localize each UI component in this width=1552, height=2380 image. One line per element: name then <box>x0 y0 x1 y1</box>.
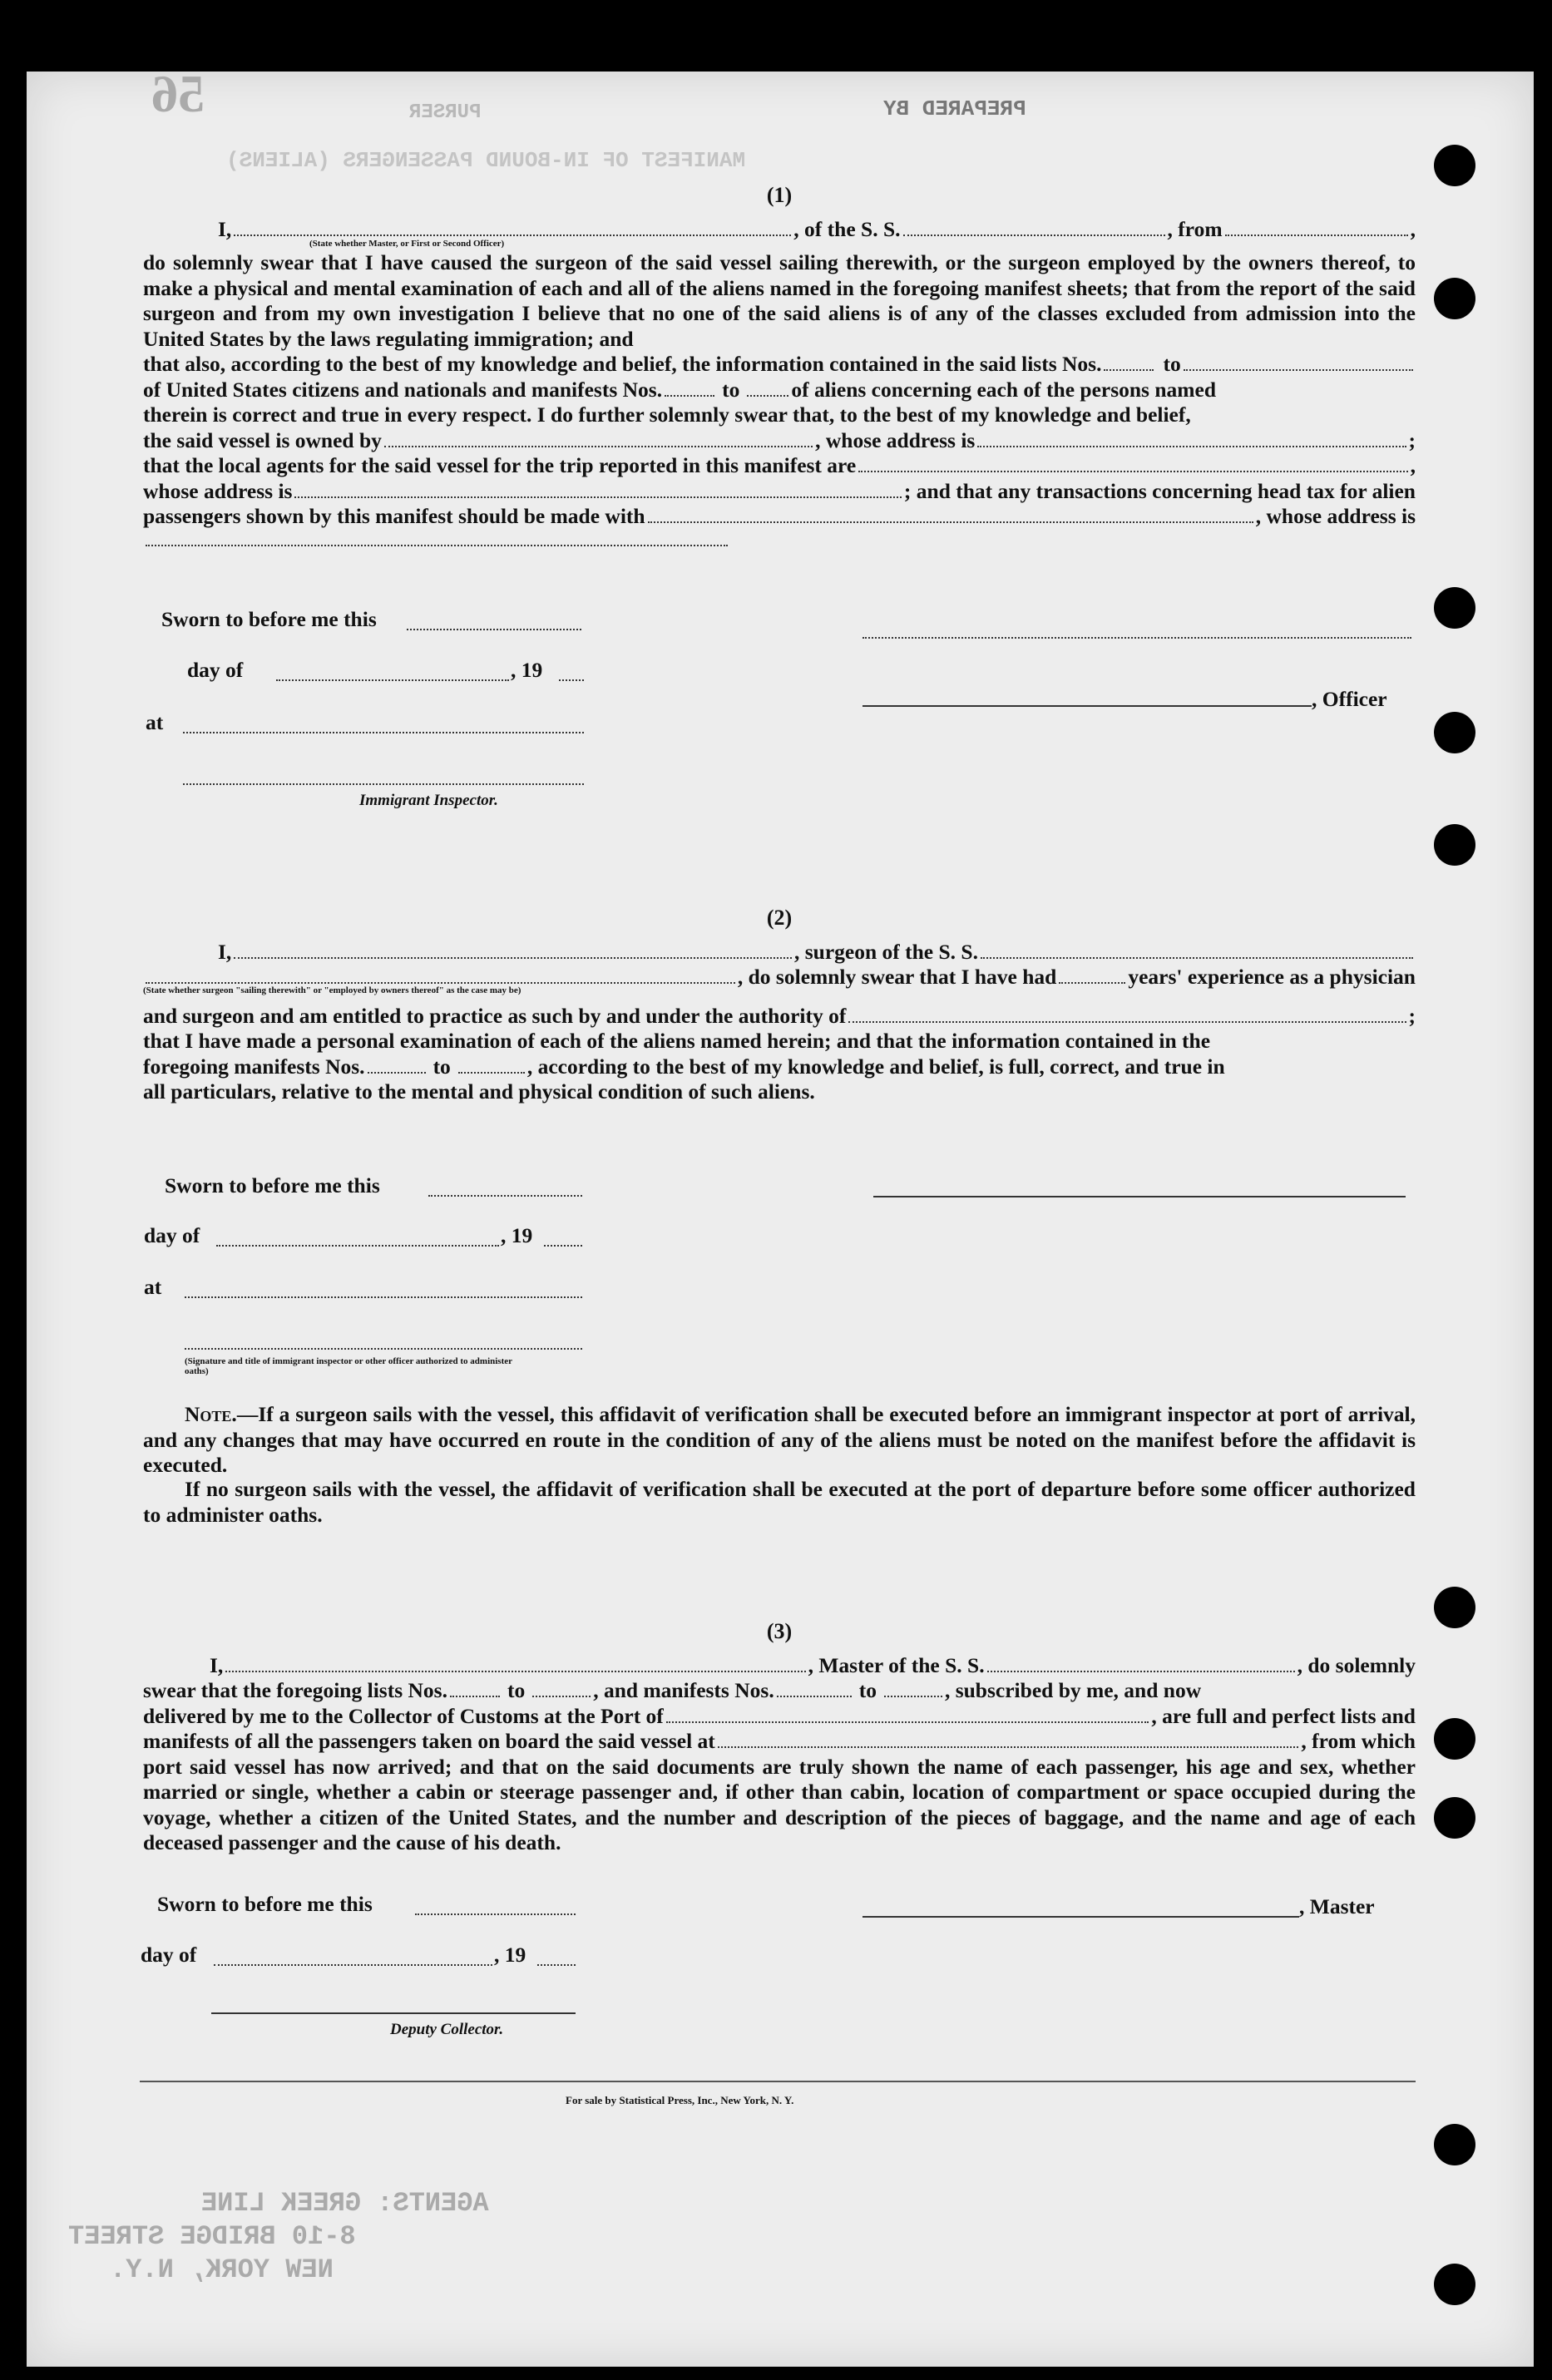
inspector-label: Immigrant Inspector. <box>359 792 498 809</box>
oath-paragraph: do solemnly swear that I have caused the surgeon of the said vessel sailing therewith, or the surgeon employed by the owners thereof, to make a physical and mental examination of each and all of the aliens named in the foregoing manifest sheets; that from the report of the said surgeon and from my own investigation I believe that no one of the said aliens is of any of the classes excluded from admission into the United States by the laws regulating immigration; and <box>143 250 1416 351</box>
surgeon-manifest-from-field[interactable] <box>368 1072 426 1074</box>
punch-hole <box>1434 824 1475 866</box>
bleed-street: 8-10 BRIDGE STREET <box>68 2221 356 2252</box>
master-name-field[interactable] <box>225 1671 805 1672</box>
agents-field[interactable] <box>858 471 1407 472</box>
punch-hole <box>1434 1587 1475 1628</box>
year-field[interactable] <box>537 1964 576 1966</box>
punch-hole <box>1434 2264 1475 2305</box>
particulars-line: all particulars, relative to the mental and physical condition of such aliens. <box>143 1079 815 1104</box>
day-label: day of <box>141 1943 197 1967</box>
bleed-manifest-title: MANIFEST OF IN-BOUND PASSENGERS (ALIENS) <box>226 148 746 173</box>
collector-signature-line[interactable] <box>211 2012 576 2014</box>
owner-field[interactable] <box>384 446 813 447</box>
sworn-label: Sworn to before me this <box>161 607 377 631</box>
authority-field[interactable] <box>848 1021 1406 1023</box>
punch-hole <box>1434 278 1475 319</box>
lists-from-field[interactable] <box>450 1696 500 1697</box>
manifests-line: manifests of all the passengers taken on board the said vessel at , from which <box>143 1729 1416 1753</box>
master-line: I, , Master of the S. S. , do solemnly <box>210 1652 1416 1677</box>
owner-address-field[interactable] <box>977 446 1406 447</box>
footer-printer: For sale by Statistical Press, Inc., New York, N. Y. <box>566 2094 794 2106</box>
section-number: (2) <box>766 906 793 930</box>
years-field[interactable] <box>1059 982 1125 984</box>
master-name-field[interactable] <box>234 235 791 236</box>
section-number: (3) <box>766 1619 793 1643</box>
sworn-label: Sworn to before me this <box>165 1173 380 1197</box>
note-paragraph-2: If no surgeon sails with the vessel, the affidavit of verification shall be executed at the port of departure before some officer authorized to administer oaths. <box>143 1477 1416 1527</box>
officer-signature-line[interactable] <box>862 705 1312 707</box>
declaration-paragraph: port said vessel has now arrived; and that on the said documents are truly shown the name of each passenger, his age and sex, whether married or single, whether a cabin or steerage passenger and, if other than cabin, location of compartment or space occupied during the voyage, whether a citizen of the United States, and the number and description of the pieces of baggage, and the name and age of each deceased passenger and the cause of his death. <box>143 1754 1416 1854</box>
bleed-agents: AGENTS: GREEK LINE <box>201 2188 489 2219</box>
month-field[interactable] <box>276 679 509 681</box>
surgeon-line: I, , surgeon of the S. S. <box>143 940 1416 965</box>
inspector-signature-line[interactable] <box>185 1348 582 1350</box>
form-page <box>27 64 1534 2367</box>
lists-from-field[interactable] <box>1104 369 1154 371</box>
examination-line: that I have made a personal examination of each of the aliens named herein; and that the information contained in the <box>143 1029 1211 1053</box>
inspector-signature-line[interactable] <box>183 783 584 785</box>
whose-line: whose address is ; and that any transactions concerning head tax for alien <box>143 478 1416 503</box>
sworn-day-field[interactable] <box>428 1195 582 1197</box>
true-line: therein is correct and true in every respect. I do further solemnly swear that, to the best of my knowledge and belief, <box>143 402 1191 427</box>
month-field[interactable] <box>214 1964 492 1966</box>
officer-top-line[interactable] <box>862 637 1411 639</box>
manifests-from-field[interactable] <box>777 1696 852 1697</box>
master-signature-line[interactable] <box>862 1916 1299 1918</box>
year-label: , 19 <box>494 1943 526 1967</box>
sworn-day-field[interactable] <box>415 1913 576 1915</box>
year-field[interactable] <box>559 679 584 681</box>
month-field[interactable] <box>216 1245 499 1247</box>
ship-name-field[interactable] <box>903 235 1165 236</box>
punch-hole <box>1434 1718 1475 1760</box>
year-field[interactable] <box>544 1245 582 1247</box>
year-label: , 19 <box>511 658 543 682</box>
foregoing-line: foregoing manifests Nos. to , according to the best of my knowledge and belief, is full, correct, and true in <box>143 1054 1225 1079</box>
owner-line: the said vessel is owned by , whose address is ; <box>143 427 1416 452</box>
lists-line: swear that the foregoing lists Nos. to , and manifests Nos. to , subscribed by me, and now <box>143 1678 1202 1702</box>
master-label: , Master <box>1299 1894 1375 1918</box>
surgeon-signature-line[interactable] <box>873 1196 1406 1197</box>
at-field[interactable] <box>183 732 584 733</box>
agents-address-field[interactable] <box>294 496 901 498</box>
at-field[interactable] <box>185 1296 582 1298</box>
surgeon-ship-field[interactable] <box>981 957 1413 959</box>
head-tax-line: passengers shown by this manifest should be made with , whose address is <box>143 504 1416 528</box>
section-1 <box>143 183 1416 557</box>
punch-hole <box>1434 2124 1475 2165</box>
at-label: at <box>144 1275 162 1299</box>
lists-line: that also, according to the best of my knowledge and belief, the information contained in the said lists Nos. to <box>143 352 1416 378</box>
boarding-port-field[interactable] <box>718 1746 1299 1748</box>
manifests-from-field[interactable] <box>665 395 714 397</box>
collector-label: Deputy Collector. <box>390 2021 504 2038</box>
manifests-to-field[interactable] <box>884 1696 942 1697</box>
day-label: day of <box>144 1223 200 1247</box>
section-number: (1) <box>766 183 793 207</box>
sworn-day-field[interactable] <box>407 629 581 630</box>
head-tax-address-field[interactable] <box>146 530 728 546</box>
day-label: day of <box>187 658 244 682</box>
bleed-page-number: 56 <box>151 64 205 123</box>
at-label: at <box>146 710 164 734</box>
year-label: , 19 <box>501 1223 533 1247</box>
head-tax-party-field[interactable] <box>648 521 1253 523</box>
bleed-city: NEW YORK, N.Y. <box>110 2254 334 2285</box>
lists-to-field[interactable] <box>1184 369 1413 371</box>
section-2 <box>143 906 1416 1105</box>
departure-port-field[interactable] <box>1225 235 1408 236</box>
citizens-line: of United States citizens and nationals and manifests Nos. to of aliens concerning each of the persons named <box>143 377 1217 402</box>
master-line: I, , of the S. S. , from , <box>218 216 1416 241</box>
surgeon-status-field[interactable] <box>146 982 735 984</box>
punch-hole <box>1434 712 1475 753</box>
bleed-purser: PURSER <box>409 101 482 124</box>
officer-label: , Officer <box>1312 687 1387 711</box>
master-ship-field[interactable] <box>987 1671 1295 1672</box>
punch-hole <box>1434 145 1475 186</box>
signature-hint: (Signature and title of immigrant inspector or other officer authorized to administer oaths) <box>185 1356 512 1376</box>
surgeon-manifest-to-field[interactable] <box>458 1072 525 1074</box>
footer-rule <box>140 2081 1416 2082</box>
collector-line: delivered by me to the Collector of Customs at the Port of , are full and perfect lists and <box>143 1703 1416 1728</box>
note-paragraph: Note.—If a surgeon sails with the vessel, this affidavit of verification shall be executed before an immigrant inspector at port of arrival, and any changes that may have occurred en route in the condition of any of the aliens must be noted on the manifest before the affidavit is executed. <box>143 1402 1416 1477</box>
experience-line: , do solemnly swear that I have had years' experience as a physician <box>143 965 1416 990</box>
punch-hole <box>1434 587 1475 629</box>
section-3 <box>143 1619 1416 1856</box>
sworn-label: Sworn to before me this <box>157 1892 373 1916</box>
agents-line: that the local agents for the said vessel for the trip reported in this manifest are , <box>143 453 1416 477</box>
bleed-prepared-by: PREPARED BY <box>883 96 1026 121</box>
surgeon-hint: (State whether surgeon "sailing therewith" or "employed by owners thereof" as the case may be) <box>143 985 521 995</box>
punch-hole <box>1434 1797 1475 1839</box>
port-field[interactable] <box>666 1721 1149 1723</box>
master-hint: (State whether Master, or First or Second Officer) <box>309 239 505 249</box>
lists-to-field[interactable] <box>532 1696 591 1697</box>
manifests-to-field[interactable] <box>747 395 788 397</box>
surgeon-name-field[interactable] <box>234 957 792 959</box>
authority-line: and surgeon and am entitled to practice as such by and under the authority of ; <box>143 1003 1416 1028</box>
